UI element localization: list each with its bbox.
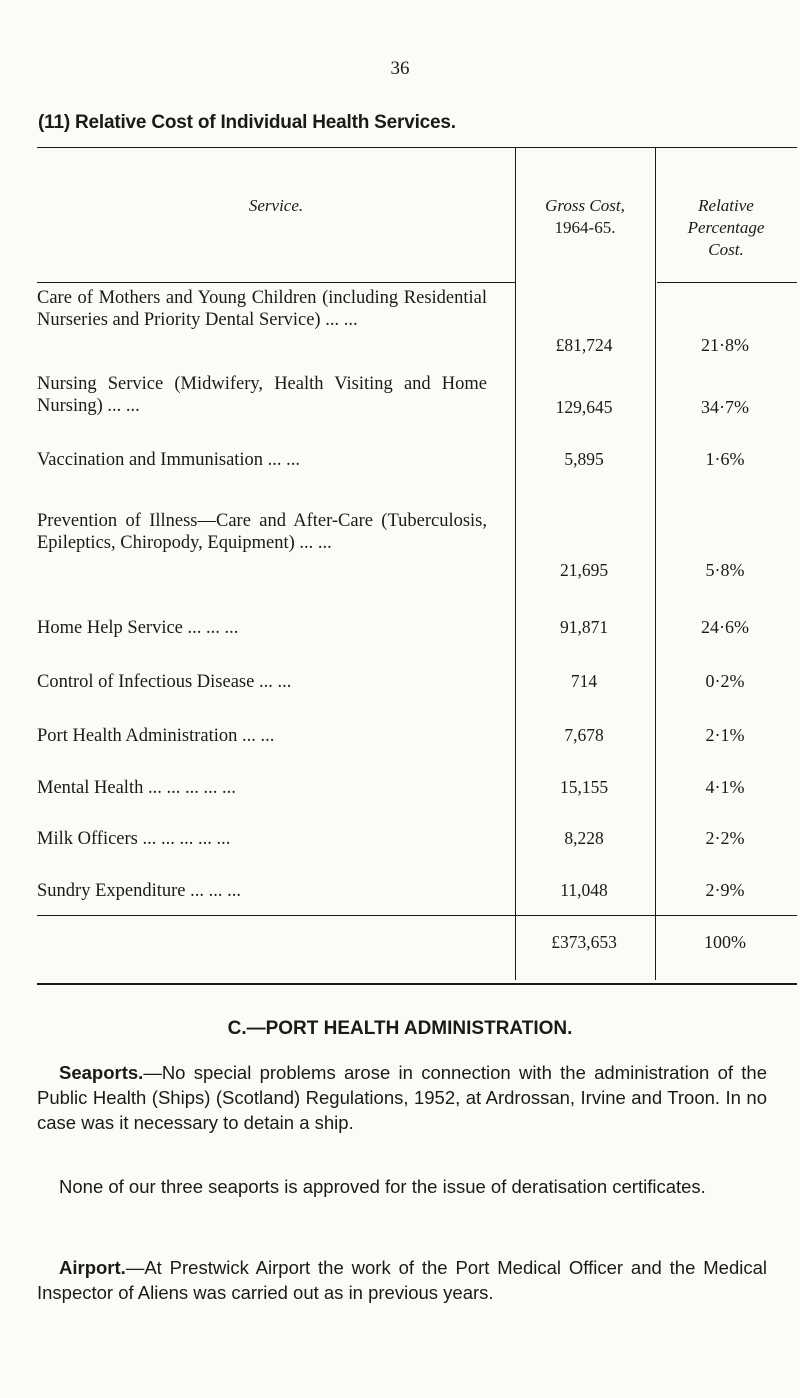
table-row-service: Care of Mothers and Young Children (including Residential Nurseries and Priority Dental Service) ... ... [37,288,487,330]
table-row-service: Vaccination and Immunisation ... ... [37,450,301,470]
table-row-cost: 129,645 [555,397,613,417]
page-number: 36 [390,58,410,79]
table-row-percent: 21·8% [701,335,749,355]
table-row-service: Control of Infectious Disease ... ... [37,672,292,692]
seaports-lead: Seaports. [59,1062,144,1083]
header-divider [37,282,515,283]
table-row-cost: £81,724 [555,335,613,355]
table-row-cost: 21,695 [559,560,609,580]
table-row-cost: 91,871 [559,617,609,637]
table-row-percent: 34·7% [701,397,749,417]
airport-paragraph [37,1255,767,1305]
seaports-paragraph [37,1060,767,1135]
table-row-service: Prevention of Illness—Care and After-Care (Tuberculosis, Epileptics, Chiropody, Equipment) ... ... [37,511,487,553]
deratisation-paragraph: None of our three seaports is approved for the issue of deratisation certificates. [59,1176,706,1197]
table-row-cost: 5,895 [564,449,604,469]
table-top-rule [37,147,797,148]
header-relative-percentage: Relative Percentage Cost. [687,196,765,259]
table-row-percent: 24·6% [701,617,749,637]
table-row-cost: 7,678 [564,725,604,745]
total-percent: 100% [704,932,746,952]
table-row-service: Home Help Service ... ... ... [37,618,239,638]
total-cost: £373,653 [551,932,617,952]
table-row-percent: 2·9% [705,880,745,900]
table-row-cost: 11,048 [560,880,608,900]
seaports-text: —No special problems arose in connection with the administration of the Public Health (Ships) (Scotland) Regulations, 1952, at Ardrossan, Irvine and Troon. In no case was it necessary to detain a ship. [37,1062,767,1133]
table-row-percent: 2·1% [705,725,745,745]
table-row-service: Sundry Expenditure ... ... ... [37,881,241,901]
header-service: Service. [248,196,304,215]
port-health-heading: C.—PORT HEALTH ADMINISTRATION. [227,1018,573,1039]
table-row-service: Port Health Administration ... ... [37,726,275,746]
table-row-percent: 2·2% [705,828,745,848]
header-gross-cost: Gross Cost, 1964-65. [545,196,625,237]
table-row-percent: 5·8% [705,560,745,580]
table-row-percent: 1·6% [705,449,745,469]
section-heading: (11) Relative Cost of Individual Health Services. [38,112,456,133]
table-row-cost: 15,155 [559,777,609,797]
table-row-percent: 4·1% [705,777,745,797]
airport-text: —At Prestwick Airport the work of the Port Medical Officer and the Medical Inspector of Aliens was carried out as in previous years. [37,1257,767,1303]
header-divider-right [657,282,797,283]
table-bottom-rule [37,983,797,985]
table-row-service: Milk Officers ... ... ... ... ... [37,829,231,849]
table-row-service: Mental Health ... ... ... ... ... [37,778,236,798]
subtotal-rule [37,915,797,916]
table-row-cost: 8,228 [564,828,604,848]
table-row-service: Nursing Service (Midwifery, Health Visiting and Home Nursing) ... ... [37,374,487,416]
table-row-percent: 0·2% [705,671,745,691]
airport-lead: Airport. [59,1257,126,1278]
table-row-cost: 714 [570,671,598,691]
